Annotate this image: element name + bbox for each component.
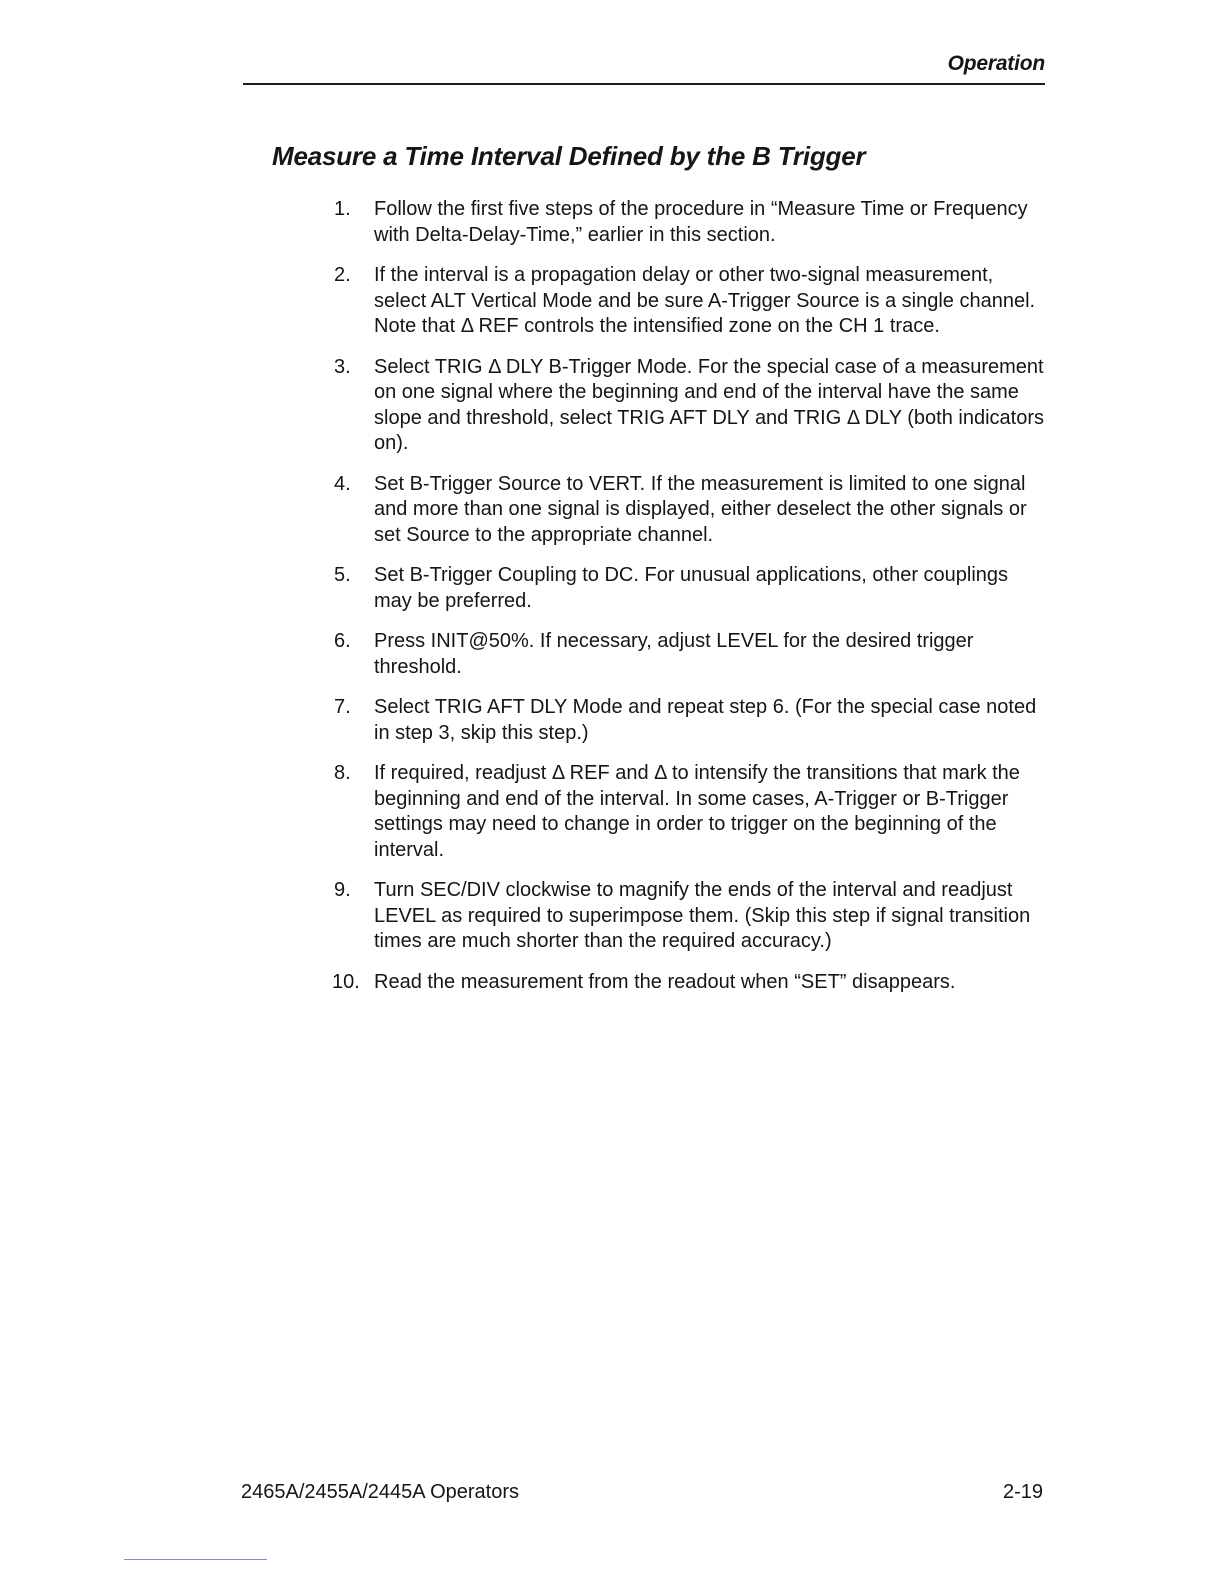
section-title: Measure a Time Interval Defined by the B Trigger	[272, 141, 866, 171]
step-text: Select TRIG Δ DLY B-Trigger Mode. For the special case of a measurement on one signal where the beginning and end of the interval have the same slope and threshold, select TRIG AFT DLY and TRIG Δ DLY (both indicators on).	[374, 355, 1044, 454]
step-text: Set B-Trigger Coupling to DC. For unusual applications, other couplings may be preferred.	[374, 564, 1009, 612]
step-number: 10.	[332, 970, 360, 993]
step-number: 3.	[334, 355, 351, 378]
step-number: 5.	[334, 564, 351, 586]
step-1	[330, 197, 1050, 248]
step-9	[330, 878, 1050, 955]
step-number: 7.	[334, 696, 351, 718]
step-text: If required, readjust Δ REF and Δ to intensify the transitions that mark the beginning and end of the interval. In some cases, A-Trigger or B-Trigger settings may need to change in order to trigger on the beginning of the interval.	[374, 762, 1020, 861]
step-number: 2.	[334, 264, 351, 286]
step-text: Read the measurement from the readout when “SET” disappears.	[374, 970, 956, 993]
step-number: 8.	[334, 762, 351, 784]
step-3	[330, 355, 1050, 457]
footer-page-number: 2-19	[1002, 1481, 1043, 1503]
step-number: 4.	[334, 472, 351, 495]
step-7	[330, 695, 1050, 746]
procedure-steps	[330, 197, 1050, 1010]
step-text: Press INIT@50%. If necessary, adjust LEVEL for the desired trigger threshold.	[374, 630, 974, 678]
page-edge-mark	[124, 1559, 267, 1560]
step-text: Follow the first five steps of the procedure in “Measure Time or Frequency with Delta-Delay-Time,” earlier in this section.	[374, 198, 1028, 246]
step-number: 6.	[334, 630, 351, 652]
step-2	[330, 263, 1050, 340]
step-4	[330, 472, 1050, 549]
step-text: Turn SEC/DIV clockwise to magnify the ends of the interval and readjust LEVEL as required to superimpose them. (Skip this step if signal transition times are much shorter than the required accuracy.)	[374, 879, 1031, 952]
step-number: 9.	[334, 879, 351, 901]
step-10	[330, 970, 1050, 996]
step-6	[330, 629, 1050, 680]
footer-manual-title: 2465A/2455A/2445A Operators	[241, 1481, 519, 1503]
step-number: 1.	[334, 198, 351, 220]
step-text: If the interval is a propagation delay or other two-signal measurement, select ALT Vertical Mode and be sure A-Trigger Source is a single channel. Note that Δ REF controls the intensified zone on the CH 1 trace.	[374, 264, 1036, 337]
step-text: Set B-Trigger Source to VERT. If the measurement is limited to one signal and more than one signal is displayed, either deselect the other signals or set Source to the appropriate channel.	[374, 472, 1027, 546]
running-header-title: Operation	[947, 52, 1045, 75]
step-8	[330, 761, 1050, 863]
running-header	[243, 51, 1045, 85]
step-text: Select TRIG AFT DLY Mode and repeat step 6. (For the special case noted in step 3, skip this step.)	[374, 696, 1037, 744]
step-5	[330, 563, 1050, 614]
